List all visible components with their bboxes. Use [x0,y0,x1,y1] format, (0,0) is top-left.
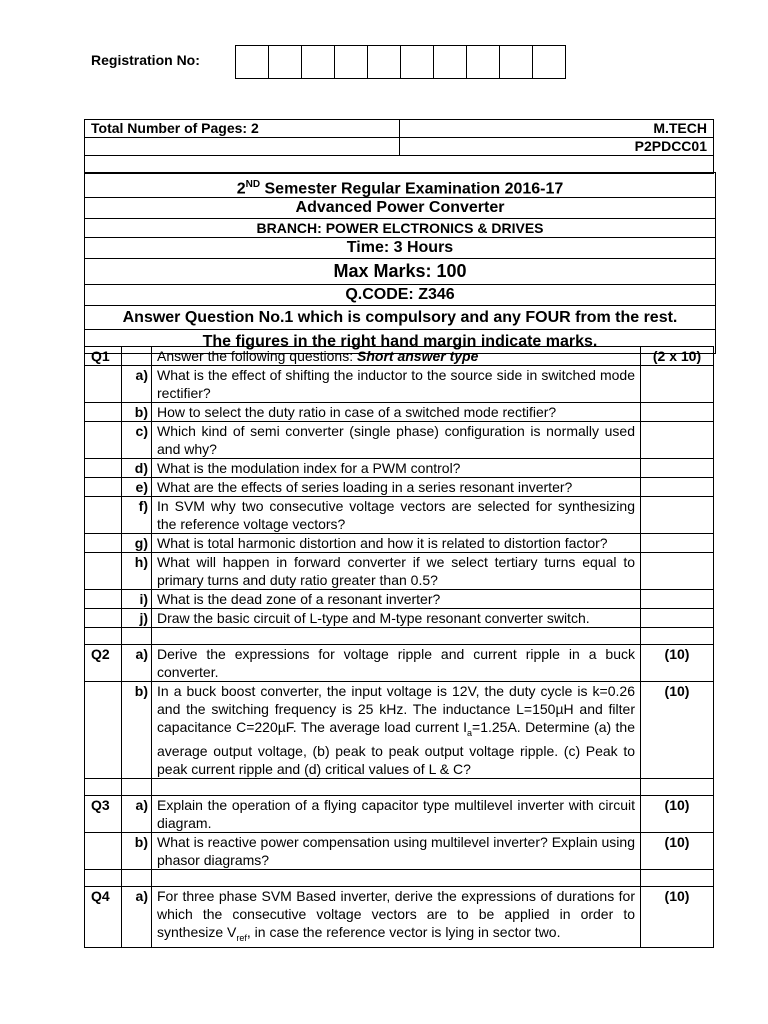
marks-cell [641,366,714,403]
sub-question-label: a) [122,795,152,832]
semester-number: 2 [236,180,246,198]
spacer-cell [152,869,641,886]
registration-digit-box[interactable] [433,46,466,78]
spacer-cell [85,869,122,886]
sub-question-text: What is the effect of shifting the inductor to the source side in switched mode rectifier? [152,366,641,403]
spacer-cell [152,778,641,795]
sub-question-label: j) [122,609,152,628]
header-empty-cell [85,138,400,156]
sub-question-text [152,682,641,779]
sub-question-text: Explain the operation of a flying capacitor type multilevel inverter with circuit diagram. [152,795,641,832]
sub-question-text: What is the dead zone of a resonant inverter? [152,590,641,609]
text-part: =1.25A. Determine (a) the average output voltage, (b) peak to peak output voltage ripple. (c) Peak to peak current ripple and (d) critical values of L & C? [157,719,635,777]
sub-question-label: b) [122,832,152,869]
registration-digit-box[interactable] [499,46,532,78]
registration-digit-box[interactable] [466,46,499,78]
program-name: M.TECH [399,120,714,138]
spacer-cell [152,628,641,645]
spacer-cell [122,628,152,645]
semester-title [85,173,715,198]
sub-question-label: a) [122,645,152,682]
spacer-cell [85,628,122,645]
question-number: Q2 [85,645,122,682]
questions-table [84,346,714,948]
marks-cell [641,459,714,478]
empty-cell [85,553,122,590]
empty-cell [85,590,122,609]
text-part: , in case the reference vector is lying in sector two. [246,923,561,940]
registration-digit-box[interactable] [236,46,268,78]
empty-cell [85,366,122,403]
marks-cell: (10) [641,645,714,682]
spacer-cell [122,869,152,886]
spacer-cell [641,869,714,886]
q1-intro [152,347,641,366]
text-part: In a buck boost converter, the input voltage is 12V, the duty cycle is k=0.26 and the switching frequency is 25 kHz. The inductance L=150µH and filter capacitance C=220µF. The average load current I [157,683,635,735]
spacer-cell [122,778,152,795]
marks-cell: (10) [641,832,714,869]
question-number: Q4 [85,886,122,947]
instruction-compulsory: Answer Question No.1 which is compulsory and any FOUR from the rest. [85,306,715,330]
marks-cell: (10) [641,682,714,779]
empty-cell [85,478,122,497]
text-subscript: a [467,727,473,738]
empty-cell [85,459,122,478]
sub-question-label: f) [122,497,152,534]
empty-cell [85,497,122,534]
sub-question-text: Which kind of semi converter (single phase) configuration is normally used and why? [152,422,641,459]
registration-digit-box[interactable] [301,46,334,78]
registration-digit-box[interactable] [367,46,400,78]
registration-number-boxes[interactable] [235,45,566,79]
sub-question-label: i) [122,590,152,609]
q1-intro-type: Short answer type [357,348,479,364]
marks-cell [641,553,714,590]
semester-suffix: ND [245,179,261,190]
sub-question-label: c) [122,422,152,459]
registration-digit-box[interactable] [268,46,301,78]
marks-cell [641,403,714,422]
semester-text: Semester Regular Examination 2016-17 [260,180,564,198]
sub-question-text: How to select the duty ratio in case of a switched mode rectifier? [152,403,641,422]
marks-cell [641,534,714,553]
marks-cell: (10) [641,886,714,947]
marks-cell [641,590,714,609]
max-marks-label: Max Marks: 100 [85,259,715,285]
empty-cell [85,682,122,779]
marks-cell: (10) [641,795,714,832]
sub-question-label: h) [122,553,152,590]
header-spacer-row [85,156,714,174]
exam-info-block [84,172,716,354]
spacer-cell [641,628,714,645]
sub-question-text: Derive the expressions for voltage ripple and current ripple in a buck converter. [152,645,641,682]
sub-question-text: What are the effects of series loading in a series resonant inverter? [152,478,641,497]
qcode-label: Q.CODE: Z346 [85,285,715,306]
sub-question-label: a) [122,366,152,403]
sub-question-text: What is the modulation index for a PWM control? [152,459,641,478]
branch-label: BRANCH: POWER ELCTRONICS & DRIVES [85,219,715,238]
marks-cell [641,478,714,497]
spacer-cell [641,778,714,795]
empty-cell [85,609,122,628]
sub-question-text: What is total harmonic distortion and how it is related to distortion factor? [152,534,641,553]
registration-label: Registration No: [91,52,200,68]
marks-cell [641,422,714,459]
sub-question-text: Draw the basic circuit of L-type and M-type resonant converter switch. [152,609,641,628]
sub-question-label: b) [122,403,152,422]
registration-digit-box[interactable] [334,46,367,78]
sub-question-text: In SVM why two consecutive voltage vectors are selected for synthesizing the reference voltage vectors? [152,497,641,534]
sub-question-text: What will happen in forward converter if we select tertiary turns equal to primary turns and duty ratio greater than 0.5? [152,553,641,590]
sub-label-empty [122,347,152,366]
sub-question-label: a) [122,886,152,947]
question-number: Q1 [85,347,122,366]
registration-digit-box[interactable] [532,46,565,78]
registration-digit-box[interactable] [400,46,433,78]
paper-code: P2PDCC01 [399,138,714,156]
q1-intro-text: Answer the following questions: [157,348,357,364]
total-pages: Total Number of Pages: 2 [85,120,400,138]
time-label: Time: 3 Hours [85,238,715,259]
sub-question-text: What is reactive power compensation using multilevel inverter? Explain using phasor diagrams? [152,832,641,869]
empty-cell [85,534,122,553]
sub-question-label: b) [122,682,152,779]
sub-question-label: d) [122,459,152,478]
marks-cell [641,497,714,534]
empty-cell [85,422,122,459]
text-part: For three phase SVM Based inverter, derive the expressions of durations for which the consecutive voltage vectors are to be applied in order to synthesize V [157,887,635,940]
text-subscript: ref [236,932,247,943]
empty-cell [85,403,122,422]
sub-question-label: e) [122,478,152,497]
q1-marks: (2 x 10) [641,347,714,366]
instruction-marks: The figures in the right hand margin indicate marks. [85,330,715,354]
subject-title: Advanced Power Converter [85,198,715,219]
sub-question-label: g) [122,534,152,553]
marks-cell [641,609,714,628]
empty-cell [85,832,122,869]
question-number: Q3 [85,795,122,832]
spacer-cell [85,778,122,795]
sub-question-text [152,886,641,947]
header-table [84,119,714,174]
